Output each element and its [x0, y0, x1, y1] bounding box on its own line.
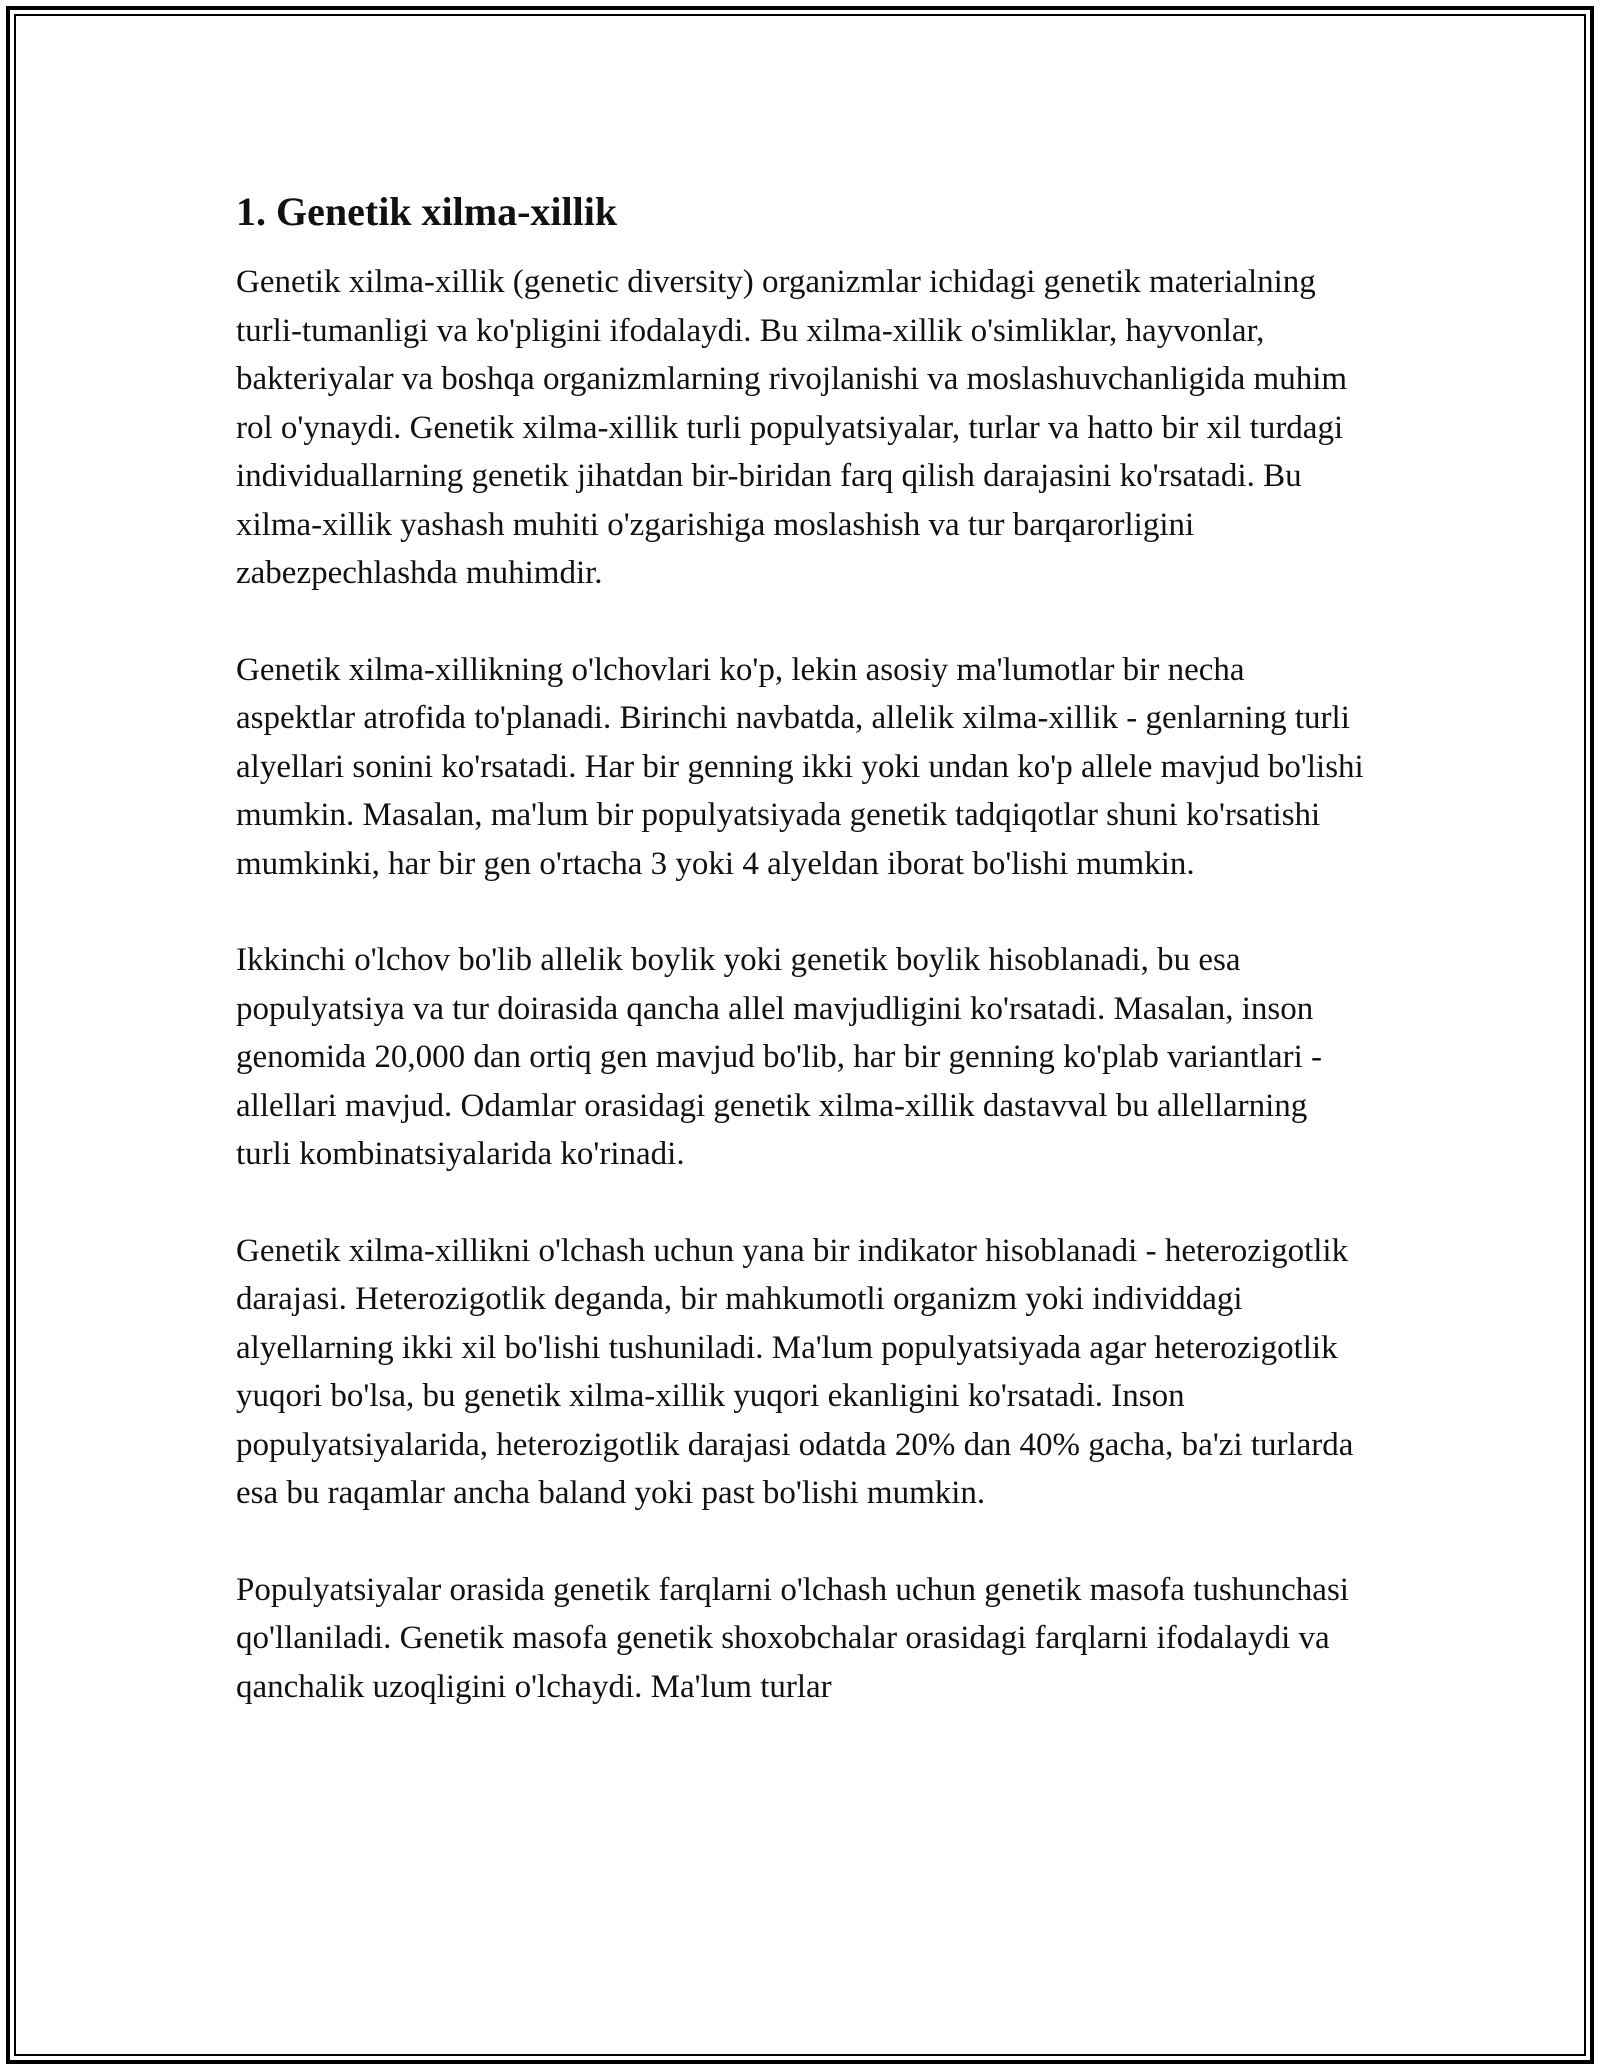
paragraph-3: Ikkinchi o'lchov bo'lib allelik boylik yoki genetik boylik hisoblanadi, bu esa populyatsiya va tur doirasida qancha allel mavjudligini ko'rsatadi. Masalan, inson genomida 20,000 dan ortiq gen mavjud bo'lib, har bir genning ko'plab variantlari - allellari mavjud. Odamlar orasidagi genetik xilma-xillik dastavval bu allellarning turli kombinatsiyalarida ko'rinadi.: [236, 942, 1322, 1172]
section-heading: 1. Genetik xilma-xillik: [236, 189, 618, 234]
document-body: [236, 188, 1366, 1759]
paragraph-5: Populyatsiyalar orasida genetik farqlarni o'lchash uchun genetik masofa tushunchasi qo'llaniladi. Genetik masofa genetik shoxobchalar orasidagi farqlarni ifodalaydi va qanchalik uzoqligini o'lchaydi. Ma'lum turlar: [236, 1571, 1349, 1705]
paragraph-1: Genetik xilma-xillik (genetic diversity) organizmlar ichidagi genetik materialning turli-tumanligi va ko'pligini ifodalaydi. Bu xilma-xillik o'simliklar, hayvonlar, bakteriyalar va boshqa organizmlarning rivojlanishi va moslashuvchanligida muhim rol o'ynaydi. Genetik xilma-xillik turli populyatsiyalar, turlar va hatto bir xil turdagi individuallarning genetik jihatdan bir-biridan farq qilish darajasini ko'rsatadi. Bu xilma-xillik yashash muhiti o'zgarishiga moslashish va tur barqarorligini zabezpechlashda muhimdir.: [236, 264, 1348, 591]
paragraph-4: Genetik xilma-xillikni o'lchash uchun yana bir indikator hisoblanadi - heterozigotlik darajasi. Heterozigotlik deganda, bir mahkumotli organizm yoki individdagi alyellarning ikki xil bo'lishi tushuniladi. Ma'lum populyatsiyada agar heterozigotlik yuqori bo'lsa, bu genetik xilma-xillik yuqori ekanligini ko'rsatadi. Inson populyatsiyalarida, heterozigotlik darajasi odatda 20% dan 40% gacha, ba'zi turlarda esa bu raqamlar ancha baland yoki past bo'lishi mumkin.: [236, 1232, 1354, 1511]
paragraph-2: Genetik xilma-xillikning o'lchovlari ko'p, lekin asosiy ma'lumotlar bir necha aspektlar atrofida to'planadi. Birinchi navbatda, allelik xilma-xillik - genlarning turli alyellari sonini ko'rsatadi. Har bir genning ikki yoki undan ko'p allele mavjud bo'lishi mumkin. Masalan, ma'lum bir populyatsiyada genetik tadqiqotlar shuni ko'rsatishi mumkinki, har bir gen o'rtacha 3 yoki 4 alyeldan iborat bo'lishi mumkin.: [236, 651, 1364, 882]
